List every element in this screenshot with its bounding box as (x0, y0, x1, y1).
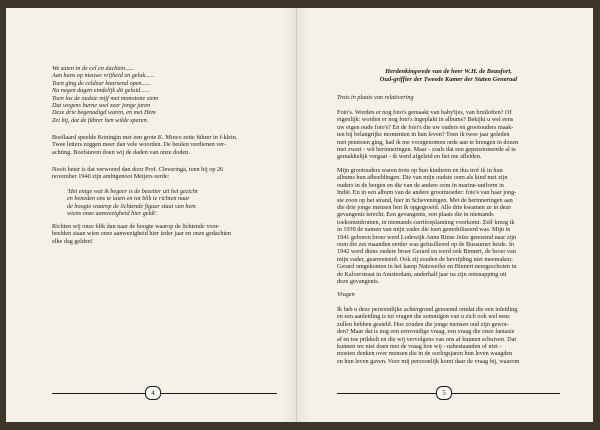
paragraph-grandparents (337, 167, 560, 286)
heading-line: Oud-griffier der Tweede Kamer der Staten Generaal (379, 75, 518, 83)
page-number: 5 (436, 386, 452, 400)
paragraph-line: Foto's. Worden er nog foto's gemaakt van baby'tjes, van bruiloften? Of (337, 109, 512, 116)
quote-line: en beneden ons te laten en tot blik te richten naar (67, 195, 190, 203)
paragraph-line: november 1940 zijn ambtgenoot Meijers eerde: (52, 173, 170, 181)
paragraph-line: met zwart - wit herinneringen. Maar - zoals dat een gepensioneerde al te (337, 146, 516, 154)
paragraph-line: deze gevangenis. (337, 278, 380, 286)
poem-line: Toen ging de celdeur knarsend open...... (52, 79, 151, 87)
paragraph-line: oom die zes maanden eerder was gefusilleerd op de Bussumer heide. In (337, 241, 514, 249)
paragraph-boellaard (52, 134, 277, 156)
paragraph-line: 1941 geboren broer werd Lodewijk Anne Rinse Jetze genoemd naar zijn (337, 233, 517, 241)
paragraph-line: de Kalverstraat in Amsterdam, anderhalf jaar na zijn ontsnapping uit (337, 270, 507, 278)
poem-line: Toen las de oudste mijf met monotone stem (52, 94, 159, 102)
paragraph-line: uw eigen oude foto's? En de foto's die uw ouders en grootouders maak- (337, 123, 514, 131)
heading-line: Herdenkingsrede van de heer W.H. de Beaufort, (385, 68, 512, 75)
section-title: Vragen (337, 291, 355, 298)
paragraph-line: Boellaard speelde Koningin met een grote K. Minco zette führer in f-klein. (52, 134, 238, 141)
poem-line: Aan hans op nieuwe vrijheid en geluk...... (52, 72, 155, 80)
poem-line: We zaten in de cel en dachten...... (52, 65, 135, 72)
paragraph-line: beelden staan wien onze aanwezigheid hier ieder jaar en onze gedachten (52, 230, 231, 238)
poem-line: Na negen dagen eindelijk dit geluid...... (52, 87, 150, 95)
paragraph-line: en een aanleiding is tot vragen die sommigen van u zich ook wel eens (337, 313, 510, 321)
paragraph-line: in 1939 de namen van mijn vader die toen gemobiliseerd was. Mijn in (337, 226, 511, 234)
paragraph-line: af en toe prikkelt en die wij vervolgens van ons af kunnen schuiven. Dat (337, 335, 517, 343)
poem-line: Dat wegens burne soel zeer jonge jaren (52, 102, 151, 110)
poem-line: Deze drie begenadigd waren, en met Hem (52, 109, 156, 117)
paragraph-line: Ik heb u deze persoonlijke achtergrond genoemd omdat die een inleiding (337, 306, 518, 313)
quote (67, 188, 292, 218)
paragraph-line: gemakkelijk vergaat - ik werd afgeleid en liet me afleiden. (337, 153, 482, 161)
paragraph-line: ste zoon op het strand, hier in Scheveningen. Met de herinneringen aan (337, 196, 513, 204)
paragraph-line: eigenlijk: worden er nog foto's ingeplakt in albums? Bekijkt u wel eens (337, 116, 514, 124)
paragraph-line: toekomstdromen, in niemands carrièreplanning voorkomt. Zelf kreeg ik (337, 218, 515, 226)
paragraph-cleveringa (52, 166, 277, 181)
page-number: 4 (145, 386, 161, 400)
paragraph-line: achting. Boefstaven doen wij de daden van onze doden. (52, 148, 190, 156)
paragraph-line: albums hun afbeeldingen. Die van mijn oudste oom als kind met zijn (337, 174, 508, 182)
paragraph-questions (337, 306, 560, 365)
footer-rule (52, 393, 277, 394)
paragraph-line: den? Maar dat is nog een eenvoudige vraag, een vraag die onze fantasie (337, 328, 515, 336)
quote-line: 'Het enige wat ik begeer is de bezetter uit het gezicht (67, 188, 198, 195)
paragraph-line: die drie jonge mensen ben ik opgegroeid. Alle drie kwamen ze in deze (337, 204, 512, 212)
paragraph-line: kunnen we niet doen met de vraag hoe wij - nabestaanden of niet - (337, 343, 502, 351)
paragraph-line: zullen hebben gesteld. Hoe zouden die jonge mensen oud zijn gewor- (337, 320, 509, 328)
quote-line: de hoogte waarop de lichtende figuur staat van hem (67, 202, 196, 210)
paragraph-line: Twee letters zeggen meer dan vele woorden. De beulen verdienen ver- (52, 141, 227, 149)
paragraph-line: ouders in de bergen en die van de andere oom in marine-uniform in (337, 181, 504, 189)
paragraph-line: met pensioen ging, had ik me voorgenomen orde aan te brengen in dozen (337, 138, 519, 146)
paragraph-photos (337, 109, 560, 161)
paragraph-line: gevangenis terecht. Een gevangenis, een plaats die in niemands (337, 211, 494, 219)
paragraph-line: mijn vader, gearresteerd. Ook zij zouden de bevrijding niet meemaken: (337, 255, 513, 263)
paragraph-line: Nooit heter is dat verwoord dan door Prof. Cleveringa, toen hij op 26 (52, 166, 224, 173)
speech-heading (337, 68, 560, 84)
paragraph-line: Gerard omgekomen in het kamp Natzweiler en Binnert neergeschoten in (337, 263, 517, 271)
paragraph-line: en hun leven gaven. Voor mij persoonlijk komt daar de vraag bij, waarom (337, 357, 520, 365)
paragraph-line: moeten denken over mensen die in de oorlogsjaren hun leven waagden (337, 350, 513, 358)
poem-line: Zei hij, dat de führer hen wilde sparen. (52, 116, 149, 124)
poem (52, 65, 277, 124)
paragraph-line: elke dag gelden! (52, 237, 93, 245)
paragraph-line: Richten wij onze blik dan naar de hoogte waarop de lichtende voor- (52, 223, 220, 230)
paragraph-line: 1942 werd diens oudere broer Gerard en werd ook Binnert, de broer van (337, 248, 516, 256)
paragraph-line: Indië. En in een album van de andere grootmoeder: foto's van haar jong- (337, 189, 517, 197)
left-page (6, 8, 297, 422)
quote-line: wiens onze aanwezigheid hier geldt'. (67, 210, 158, 218)
section-title: Trots in plaats van relativering (337, 94, 414, 101)
right-page (297, 8, 593, 422)
paragraph-line: Mijn grootouders waren trots op hun kinderen en dus trof ik in hun (337, 167, 503, 174)
paragraph-richten (52, 223, 277, 245)
paragraph-line: ten bij belangrijke momenten in hun leven? Toen ik twee jaar geleden (337, 131, 510, 139)
